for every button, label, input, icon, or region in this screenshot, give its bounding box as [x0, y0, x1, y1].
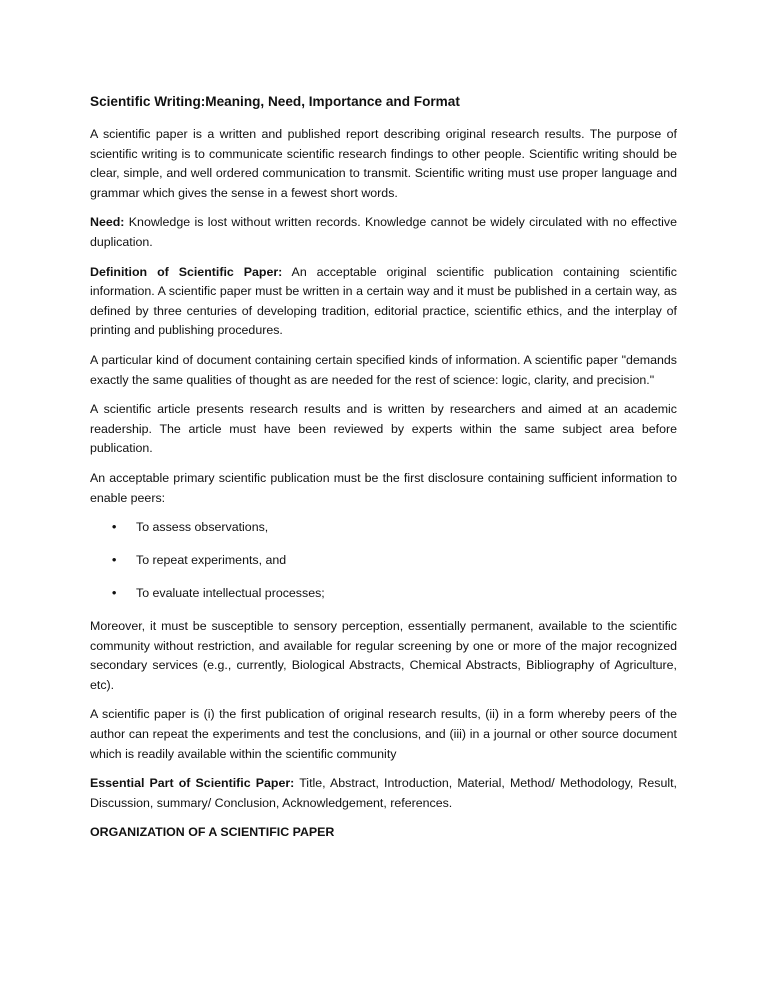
essential-label: Essential Part of Scientific Paper:	[90, 776, 295, 791]
bullet-list	[90, 518, 677, 603]
list-item-text: To repeat experiments, and	[136, 553, 287, 568]
bullet-icon: •	[112, 586, 117, 601]
intro-paragraph: A scientific paper is a written and published report describing original research results. The purpose of scientific writing is to communicate scientific research findings to other people. Scientific writing should be clear, simple, and well ordered communication to transmit. Scientific writing must use proper language and grammar which gives the sense in a fewest short words.	[90, 127, 677, 200]
list-item-text: To assess observations,	[136, 520, 269, 535]
bullet-icon: •	[112, 553, 117, 568]
document-title: Scientific Writing:Meaning, Need, Importance and Format	[90, 94, 460, 109]
paper-is-paragraph: A scientific paper is (i) the first publication of original research results, (ii) in a form whereby peers of the author can repeat the experiments and test the conclusions, and (iii) in a journal or other source document which is readily available within the scientific community	[90, 707, 677, 761]
primary-paragraph: An acceptable primary scientific publication must be the first disclosure containing sufficient information to enable peers:	[90, 470, 677, 505]
organization-heading: ORGANIZATION OF A SCIENTIFIC PAPER	[90, 825, 335, 840]
need-label: Need:	[90, 215, 125, 230]
definition-text: An acceptable original scientific publication containing scientific information. A scientific paper must be written in a certain way and it must be published in a certain way, as defined by three centuries of developing tradition, editorial practice, scientific ethics, and the interplay of printing and publishing procedures.	[90, 264, 677, 338]
bullet-icon: •	[112, 520, 117, 535]
list-item	[90, 551, 677, 570]
definition-paragraph	[90, 263, 677, 341]
document-page	[90, 92, 677, 843]
list-item	[90, 518, 677, 537]
article-paragraph: A scientific article presents research results and is written by researchers and aimed at an academic readership. The article must have been reviewed by experts within the same subject area before publication.	[90, 402, 677, 456]
list-item-text: To evaluate intellectual processes;	[136, 586, 325, 601]
need-text: Knowledge is lost without written records. Knowledge cannot be widely circulated with no effective duplication.	[90, 215, 677, 249]
essential-text: Title, Abstract, Introduction, Material, Method/ Methodology, Result, Discussion, summary/ Conclusion, Acknowledgement, references.	[90, 776, 677, 810]
moreover-paragraph: Moreover, it must be susceptible to sensory perception, essentially permanent, available to the scientific community without restriction, and available for regular screening by one or more of the major recognized secondary services (e.g., currently, Biological Abstracts, Chemical Abstracts, Bibliography of Agriculture, etc).	[90, 619, 677, 692]
definition-label: Definition of Scientific Paper:	[90, 264, 283, 279]
particular-paragraph: A particular kind of document containing certain specified kinds of information. A scientific paper "demands exactly the same qualities of thought as are needed for the rest of science: logic, clarity, and precision."	[90, 352, 677, 387]
need-paragraph	[90, 213, 677, 252]
essential-paragraph	[90, 774, 677, 813]
list-item	[90, 584, 677, 603]
